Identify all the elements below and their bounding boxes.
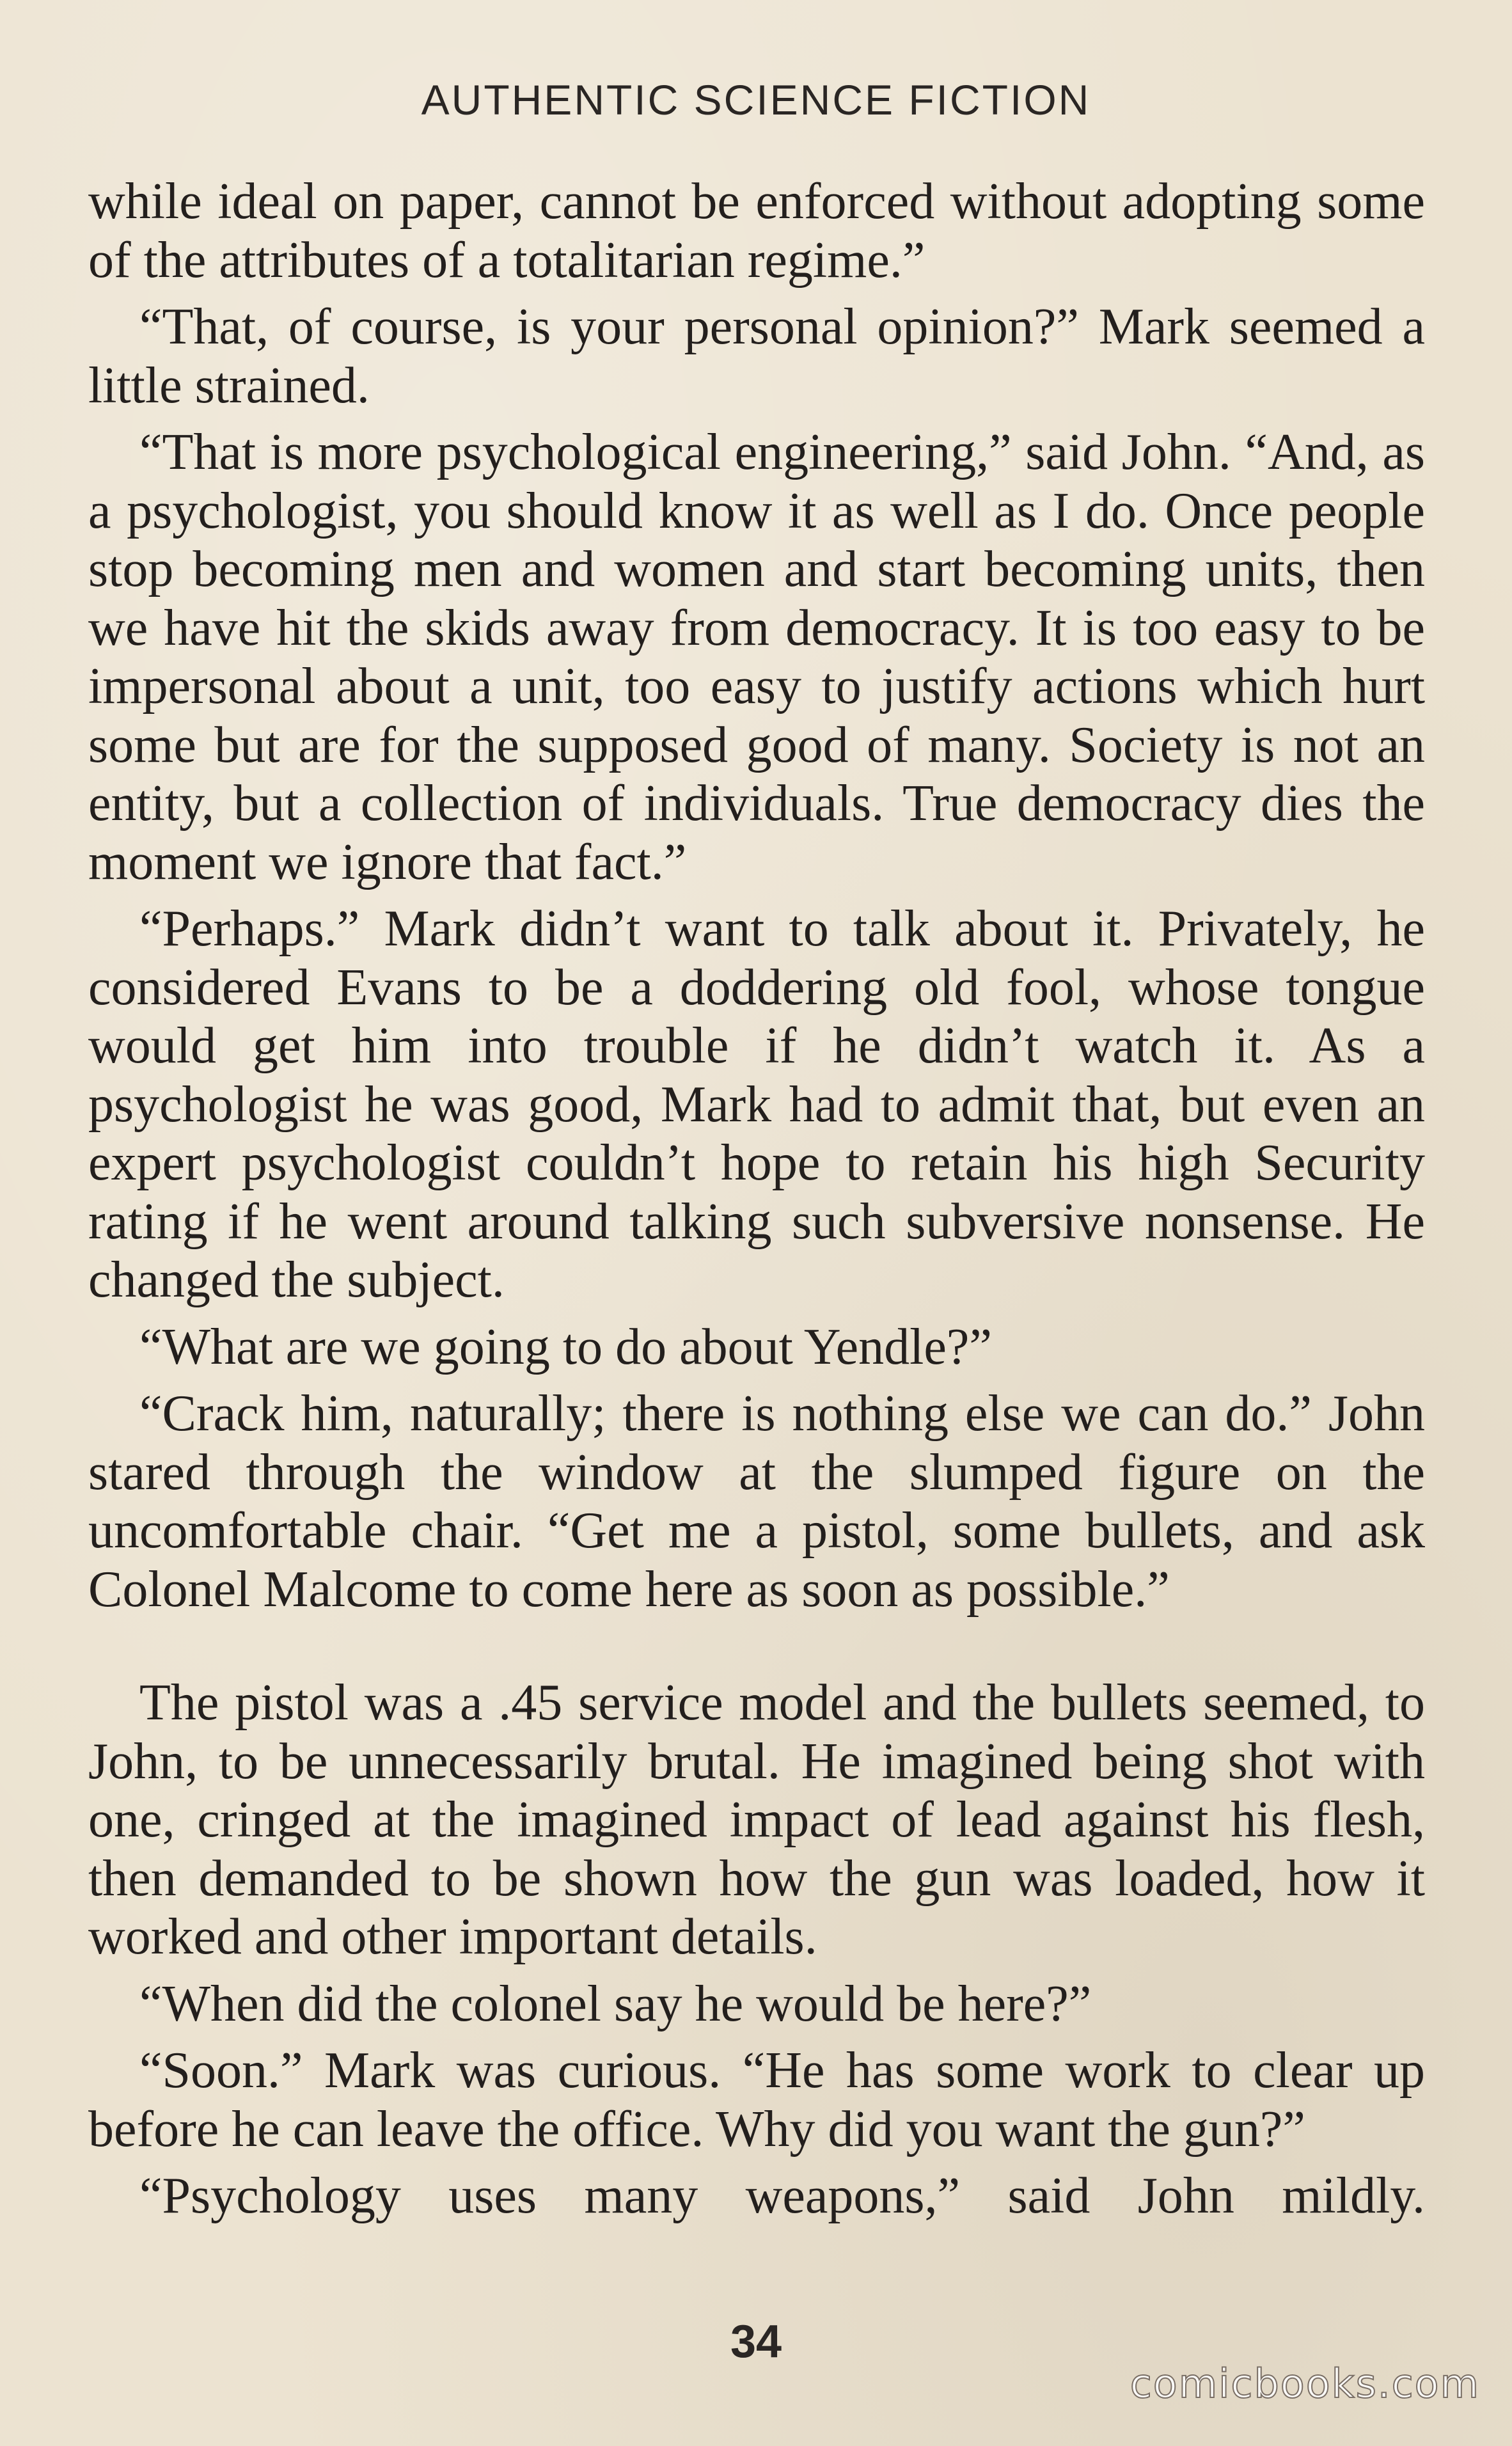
paragraph-7: The pistol was a .45 service model and the bullets seemed, to John, to be unnecessarily brutal. He imagined being shot with one, cringed at the imagined impact of lead against his flesh, then demanded to be shown how the gun was loaded, how it worked and other important details.	[88, 1675, 1425, 1965]
paragraph-10: “Psychology uses many weapons,” said John mildly.	[139, 2168, 1425, 2224]
paragraph-1: while ideal on paper, cannot be enforced without adopting some of the attributes of a totalitarian regime.”	[88, 173, 1425, 288]
paragraph-9: “Soon.” Mark was curious. “He has some work to clear up before he can leave the office. Why did you want the gun?”	[88, 2042, 1425, 2158]
paragraph-3: “That is more psychological engineering,” said John. “And, as a psychologist, you should know it as well as I do. Once people stop becoming men and women and start becoming units, then we have hit the skids away from democracy. It is too easy to be impersonal about a unit, too easy to justify actions which hurt some but are for the supposed good of many. Society is not an entity, but a collection of individuals. True democracy dies the moment we ignore that fact.”	[88, 424, 1425, 890]
paragraph-8: “When did the colonel say he would be here?”	[139, 1975, 1092, 2032]
page-number: 34	[730, 2316, 782, 2367]
paragraph-5: “What are we going to do about Yendle?”	[139, 1318, 992, 1375]
paragraph-4: “Perhaps.” Mark didn’t want to talk about it. Privately, he considered Evans to be a doddering old fool, whose tongue would get him into trouble if he didn’t watch it. As a psychologist he was good, Mark had to admit that, but even an expert psychologist couldn’t hope to retain his high Security rating if he went around talking such subversive nonsense. He changed the subject.	[88, 901, 1425, 1308]
paragraph-2: “That, of course, is your personal opinion?” Mark seemed a little strained.	[88, 299, 1425, 414]
body-text	[88, 173, 1425, 2234]
paragraph-6: “Crack him, naturally; there is nothing else we can do.” John stared through the window at the slumped figure on the uncomfortable chair. “Get me a pistol, some bullets, and ask Colonel Malcome to come here as soon as possible.”	[88, 1385, 1425, 1618]
watermark-logo: comicbooks.com	[1130, 2360, 1480, 2407]
running-title: AUTHENTIC SCIENCE FICTION	[421, 76, 1091, 123]
